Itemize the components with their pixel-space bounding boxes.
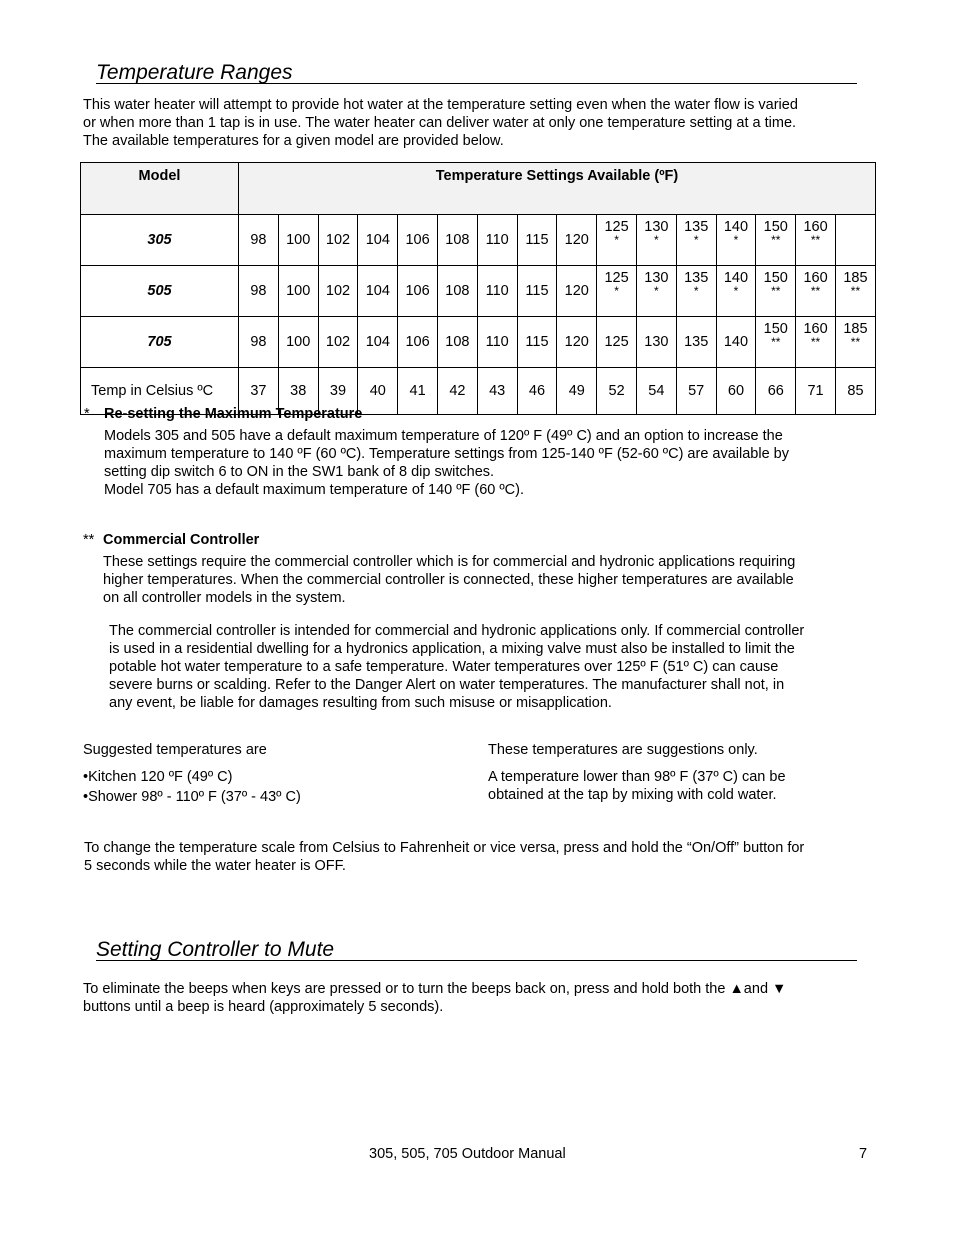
- footnote-mark: **: [810, 284, 821, 298]
- scale-line: 5 seconds while the water heater is OFF.: [84, 858, 346, 874]
- note1-line: Models 305 and 505 have a default maximum temperature of 120º F (49º C) and an option to increase the: [104, 428, 783, 444]
- temp-value: 130: [644, 270, 669, 286]
- table-row: [81, 215, 876, 266]
- suggested-list: [83, 767, 301, 807]
- note2-line: higher temperatures. When the commercial controller is connected, these higher temperatures are available: [103, 572, 794, 588]
- temp-cell: [756, 266, 796, 317]
- celsius-cell: 38: [278, 368, 318, 415]
- note1-body: [104, 427, 789, 499]
- celsius-cell: 37: [239, 368, 279, 415]
- header-settings: Temperature Settings Available (ºF): [239, 163, 876, 215]
- note1-line: Model 705 has a default maximum temperature of 140 ºF (60 ºC).: [104, 482, 525, 498]
- temp-cell: 98: [239, 266, 279, 317]
- temp-cell: [597, 266, 637, 317]
- warning-line: potable hot water temperature to a safe temperature. Water temperatures over 125º F (51º C) can cause: [109, 659, 779, 675]
- footnote-mark: **: [771, 335, 781, 349]
- commercial-warning: [109, 622, 804, 712]
- note1-line: maximum temperature to 140 ºF (60 ºC). Temperature settings from 125-140 ºF (52-60 ºC) are available by: [104, 446, 789, 462]
- footer-manual-title: 305, 505, 705 Outdoor Manual: [369, 1146, 566, 1162]
- temp-cell: 100: [278, 215, 318, 266]
- temp-value: 130: [644, 219, 669, 235]
- celsius-cell: 49: [557, 368, 597, 415]
- footnote-mark: **: [850, 284, 861, 298]
- temp-cell: 106: [398, 266, 438, 317]
- header-model: Model: [81, 163, 239, 215]
- temp-cell: 106: [398, 317, 438, 368]
- table-row: [81, 266, 876, 317]
- temp-value: 150: [763, 219, 788, 235]
- temp-cell: 108: [437, 266, 477, 317]
- temp-cell: 98: [239, 215, 279, 266]
- note1-line: setting dip switch 6 to ON in the SW1 bank of 8 dip switches.: [104, 464, 495, 480]
- warning-line: The commercial controller is intended for commercial and hydronic applications only. If commercial controller: [109, 623, 805, 639]
- temp-cell: 104: [358, 317, 398, 368]
- temp-cell: 135: [676, 317, 716, 368]
- temperature-settings-table: [80, 162, 876, 415]
- celsius-cell: 40: [358, 368, 398, 415]
- temp-cell: 102: [318, 266, 358, 317]
- temp-cell: 115: [517, 266, 557, 317]
- celsius-cell: 52: [597, 368, 637, 415]
- celsius-label: Temp in Celsius ºC: [81, 368, 239, 415]
- mixing-line: A temperature lower than 98º F (37º C) can be: [488, 769, 786, 785]
- footnote-mark: **: [771, 284, 781, 298]
- model-label: 505: [81, 266, 239, 317]
- temp-cell: [796, 215, 836, 266]
- temp-cell: 130: [636, 317, 676, 368]
- temp-value: 150: [763, 321, 788, 337]
- footnote-mark: **: [850, 335, 861, 349]
- temp-value: 135: [684, 270, 709, 286]
- temp-cell: 110: [477, 215, 517, 266]
- temp-cell: 108: [437, 317, 477, 368]
- model-rows: [81, 215, 876, 368]
- footnote-mark: **: [810, 233, 821, 247]
- celsius-cell: 41: [398, 368, 438, 415]
- celsius-cell: 85: [835, 368, 875, 415]
- temp-cell: [796, 317, 836, 368]
- temp-value: 185: [843, 270, 868, 286]
- page-number: 7: [859, 1146, 868, 1162]
- temp-cell: 104: [358, 215, 398, 266]
- intro-line: The available temperatures for a given model are provided below.: [83, 133, 504, 149]
- temp-cell: [835, 215, 875, 266]
- celsius-cell: 39: [318, 368, 358, 415]
- temp-cell: 108: [437, 215, 477, 266]
- mixing-note: [488, 768, 786, 804]
- temp-value: 150: [763, 270, 788, 286]
- temp-cell: 125: [597, 317, 637, 368]
- temp-cell: 120: [557, 215, 597, 266]
- celsius-cell: 60: [716, 368, 756, 415]
- temp-cell: 110: [477, 266, 517, 317]
- temp-cell: 100: [278, 266, 318, 317]
- temp-value: 160: [803, 270, 828, 286]
- mixing-line: obtained at the tap by mixing with cold water.: [488, 787, 777, 803]
- celsius-cell: 46: [517, 368, 557, 415]
- table-row: [81, 317, 876, 368]
- footnote-mark: *: [733, 233, 739, 247]
- temp-cell: 104: [358, 266, 398, 317]
- temp-cell: [716, 266, 756, 317]
- note2-title: Commercial Controller: [103, 532, 260, 548]
- temp-value: 135: [684, 219, 709, 235]
- temp-cell: 115: [517, 215, 557, 266]
- table-header-row: [81, 163, 876, 215]
- celsius-cell: 43: [477, 368, 517, 415]
- note1-marker: *: [84, 406, 90, 422]
- scale-line: To change the temperature scale from Celsius to Fahrenheit or vice versa, press and hold the “On/Off” button for: [84, 840, 805, 856]
- footnote-mark: *: [693, 284, 699, 298]
- footnote-mark: *: [693, 233, 699, 247]
- footnote-mark: *: [614, 284, 619, 298]
- note2-line: These settings require the commercial controller which is for commercial and hydronic applications requiring: [103, 554, 796, 570]
- celsius-cell: 71: [796, 368, 836, 415]
- temp-cell: [597, 215, 637, 266]
- mute-paragraph: [83, 980, 786, 1016]
- temp-cell: 120: [557, 317, 597, 368]
- temp-cell: 98: [239, 317, 279, 368]
- temp-cell: [716, 215, 756, 266]
- footnote-mark: *: [654, 233, 659, 247]
- suggested-item: •Shower 98º - 110º F (37º - 43º C): [83, 789, 301, 805]
- temp-cell: 110: [477, 317, 517, 368]
- note2-body: [103, 553, 795, 607]
- temp-cell: 106: [398, 215, 438, 266]
- temp-cell: 100: [278, 317, 318, 368]
- warning-line: any event, be liable for damages resulting from such misuse or misapplication.: [109, 695, 612, 711]
- temp-value: 125: [604, 219, 629, 235]
- suggested-title: Suggested temperatures are: [83, 742, 267, 758]
- note2-marker: **: [83, 532, 95, 548]
- temp-cell: [756, 215, 796, 266]
- scale-change-paragraph: [84, 839, 804, 875]
- celsius-cell: 54: [636, 368, 676, 415]
- temp-value: 140: [723, 219, 749, 235]
- intro-line: This water heater will attempt to provide hot water at the temperature setting even when the water flow is varied: [83, 97, 798, 113]
- temp-cell: [756, 317, 796, 368]
- warning-line: is used in a residential dwelling for a hydronics application, a mixing valve must also be installed to limit the: [109, 641, 795, 657]
- heading-underline: [96, 83, 857, 84]
- temp-cell: 102: [318, 317, 358, 368]
- mute-line: buttons until a beep is heard (approximately 5 seconds).: [83, 999, 444, 1015]
- celsius-cell: 57: [676, 368, 716, 415]
- intro-line: or when more than 1 tap is in use. The water heater can deliver water at only one temperature setting at a time.: [83, 115, 797, 131]
- suggested-item: •Kitchen 120 ºF (49º C): [83, 769, 233, 785]
- temp-cell: 140: [716, 317, 756, 368]
- section-title-mute: Setting Controller to Mute: [96, 938, 335, 961]
- temp-cell: [636, 215, 676, 266]
- temp-cell: [676, 215, 716, 266]
- temp-cell: [835, 266, 875, 317]
- temp-cell: [796, 266, 836, 317]
- footnote-mark: **: [810, 335, 821, 349]
- heading-underline: [96, 960, 857, 961]
- temp-cell: 115: [517, 317, 557, 368]
- suggestions-note: These temperatures are suggestions only.: [488, 742, 758, 758]
- temp-value: 160: [803, 219, 828, 235]
- note1-title: Re-setting the Maximum Temperature: [104, 406, 363, 422]
- model-label: 705: [81, 317, 239, 368]
- section-title-temperature-ranges: Temperature Ranges: [96, 61, 293, 84]
- footnote-mark: *: [614, 233, 619, 247]
- mute-line: To eliminate the beeps when keys are pressed or to turn the beeps back on, press and hold both the ▲and ▼: [83, 981, 787, 997]
- temp-value: 160: [803, 321, 828, 337]
- footnote-mark: **: [771, 233, 781, 247]
- warning-line: severe burns or scalding. Refer to the Danger Alert on water temperatures. The manufacturer shall not, in: [109, 677, 785, 693]
- celsius-cell: 42: [437, 368, 477, 415]
- note2-line: on all controller models in the system.: [103, 590, 346, 606]
- temp-value: 185: [843, 321, 868, 337]
- temp-cell: [676, 266, 716, 317]
- model-label: 305: [81, 215, 239, 266]
- footnote-mark: *: [733, 284, 739, 298]
- temp-cell: 120: [557, 266, 597, 317]
- temp-cell: 102: [318, 215, 358, 266]
- temp-value: 140: [723, 270, 749, 286]
- celsius-cell: 66: [756, 368, 796, 415]
- temp-cell: [636, 266, 676, 317]
- intro-paragraph: [83, 96, 798, 150]
- footnote-mark: *: [654, 284, 659, 298]
- temp-cell: [835, 317, 875, 368]
- temp-value: 125: [604, 270, 629, 286]
